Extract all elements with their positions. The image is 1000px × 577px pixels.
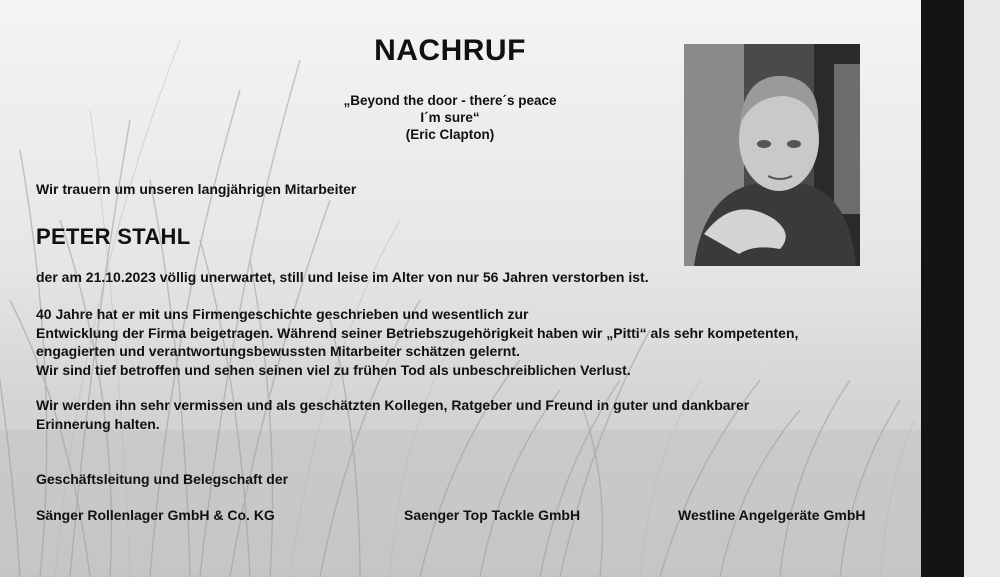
remembrance-paragraph bbox=[36, 396, 749, 433]
company-name: Westline Angelgeräte GmbH bbox=[678, 507, 866, 523]
paragraph-line: Erinnerung halten. bbox=[36, 415, 160, 432]
signatory-heading: Geschäftsleitung und Belegschaft der bbox=[36, 471, 289, 487]
quote-block bbox=[290, 92, 610, 143]
paragraph-line: Wir sind tief betroffen und sehen seinen viel zu frühen Tod als unbeschreiblichen Verlust. bbox=[36, 361, 631, 378]
tribute-paragraph bbox=[36, 305, 798, 379]
quote-line: I´m sure“ bbox=[420, 110, 480, 125]
quote-line: „Beyond the door - there´s peace bbox=[343, 93, 557, 108]
portrait-photo bbox=[684, 44, 860, 266]
right-margin-strip bbox=[964, 0, 1000, 577]
black-mourning-band bbox=[921, 0, 964, 577]
paragraph-line: 40 Jahre hat er mit uns Firmengeschichte geschrieben und wesentlich zur bbox=[36, 306, 529, 322]
quote-attribution: (Eric Clapton) bbox=[405, 127, 495, 142]
paragraph-line: Entwicklung der Firma beigetragen. Während seiner Betriebszugehörigkeit haben wir „Pitti“ als sehr kompetenten, bbox=[36, 324, 799, 341]
company-name: Saenger Top Tackle GmbH bbox=[404, 507, 581, 523]
company-name: Sänger Rollenlager GmbH & Co. KG bbox=[36, 507, 275, 523]
intro-text: Wir trauern um unseren langjährigen Mitarbeiter bbox=[36, 181, 357, 197]
deceased-name: PETER STAHL bbox=[36, 224, 191, 249]
paragraph-line: Wir werden ihn sehr vermissen und als geschätzten Kollegen, Ratgeber und Freund in guter und dankbarer bbox=[36, 397, 750, 413]
paragraph-line: engagierten und verantwortungsbewussten Mitarbeiter schätzen gelernt. bbox=[36, 343, 520, 359]
death-details: der am 21.10.2023 völlig unerwartet, still und leise im Alter von nur 56 Jahren verstorben ist. bbox=[36, 269, 649, 285]
notice-title: NACHRUF bbox=[374, 34, 526, 67]
